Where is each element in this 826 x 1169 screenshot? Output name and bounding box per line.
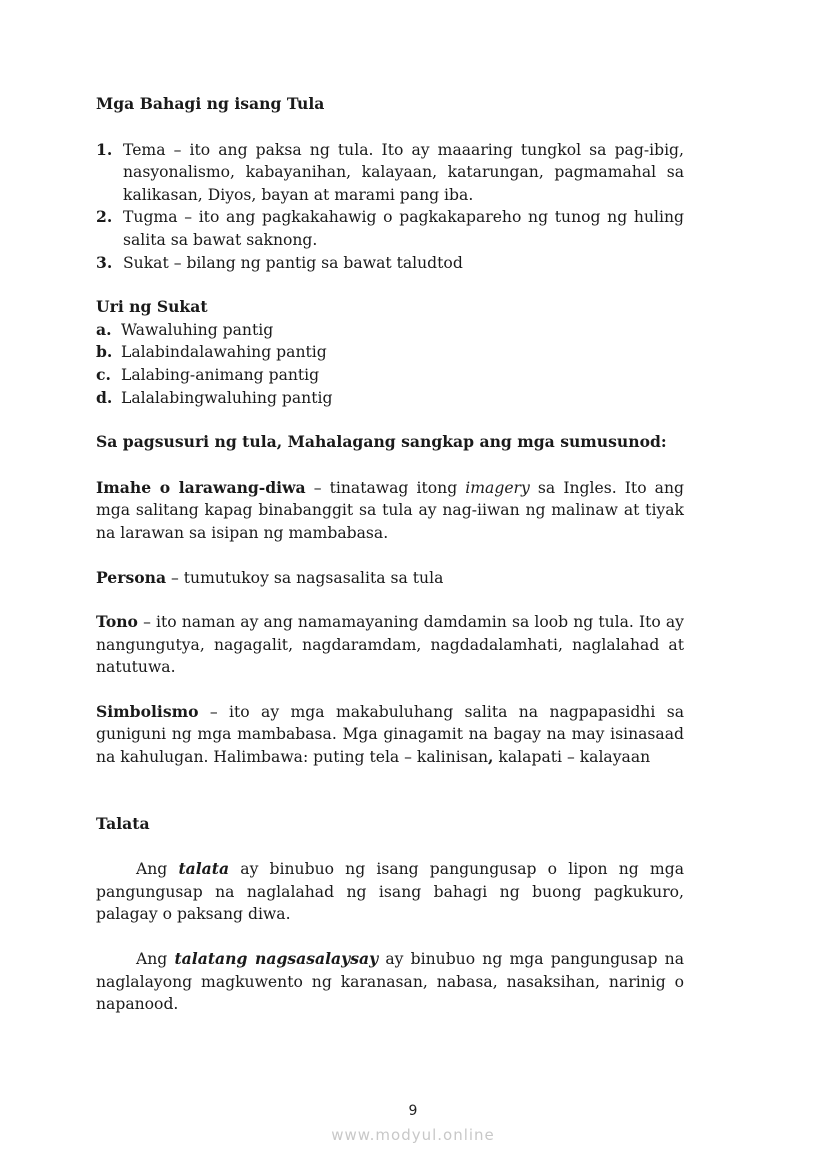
term-imagery: imagery <box>465 478 530 497</box>
paragraph-simbolismo <box>96 701 684 769</box>
text: – tumutukoy sa nagsasalita sa tula <box>166 568 444 587</box>
text: – tinatawag itong <box>305 478 466 497</box>
item-text: Sukat – bilang ng pantig sa bawat taludtod <box>123 253 463 272</box>
item-letter: b. <box>96 342 113 362</box>
text: Ang <box>136 950 175 969</box>
paragraph-persona <box>96 567 684 590</box>
list-item <box>96 139 684 207</box>
heading-talata: Talata <box>96 813 150 833</box>
item-letter: c. <box>96 364 111 384</box>
text: – ito naman ay ang namamayaning damdamin sa loob ng tula. Ito ay nangungutya, nagagalit, nagdaramdam, nagdadalamhati, naglalahad at natutuwa. <box>96 613 684 677</box>
paragraph-tono <box>96 611 684 679</box>
item-text: Wawaluhing pantig <box>121 320 274 339</box>
list-item <box>96 364 684 387</box>
term-tono: Tono <box>96 612 138 632</box>
paragraph-imahe <box>96 477 684 545</box>
term-persona: Persona <box>96 567 167 587</box>
page-number: 9 <box>408 1103 418 1119</box>
list-item <box>96 341 684 364</box>
heading-pagsusuri: Sa pagsusuri ng tula, Mahalagang sangkap ang mga sumusunod: <box>96 432 667 452</box>
list-item <box>96 206 684 251</box>
item-number: 3. <box>96 252 113 272</box>
text: kalapati – kalayaan <box>493 748 651 767</box>
term-talata: talata <box>178 859 230 879</box>
item-text: Lalabing-animang pantig <box>121 365 320 384</box>
item-number: 1. <box>96 139 113 159</box>
list-item <box>96 252 684 275</box>
text: ay binubuo ng mga pangungusap na naglalayong magkuwento ng karanasan, nabasa, nasaksihan, narinig o napanood. <box>96 950 684 1014</box>
text: – ito ay mga makabuluhang salita na nagpapasidhi sa guniguni ng mga mambabasa. Mga ginagamit na bagay na may isinasaad na kahulugan. Halimbawa: puting tela – kalinisan <box>96 702 684 767</box>
item-letter: a. <box>96 319 112 339</box>
list-item <box>96 319 684 342</box>
item-text: Tugma – ito ang pagkakahawig o pagkakapareho ng tunog ng huling salita sa bawat saknong. <box>123 208 684 249</box>
item-number: 2. <box>96 207 113 227</box>
heading-uri-ng-sukat: Uri ng Sukat <box>96 297 208 317</box>
watermark-url: www.modyul.online <box>331 1126 495 1144</box>
page-content <box>96 93 684 1016</box>
item-letter: d. <box>96 387 113 407</box>
term-talatang-nagsasalaysay: talatang nagsasalaysay <box>174 949 379 969</box>
paragraph-talatang-nagsasalaysay <box>96 948 684 1016</box>
term-imahe: Imahe o larawang-diwa <box>96 477 306 497</box>
sukat-list <box>96 319 684 409</box>
item-text: Lalabindalawahing pantig <box>121 343 327 362</box>
list-item <box>96 387 684 410</box>
paragraph-talata <box>96 858 684 926</box>
parts-list <box>96 139 684 275</box>
item-text: Lalalabingwaluhing pantig <box>121 388 333 407</box>
heading-bahagi-ng-tula: Mga Bahagi ng isang Tula <box>96 94 325 113</box>
item-text: Tema – ito ang paksa ng tula. Ito ay maaaring tungkol sa pag-ibig, nasyonalismo, kabayanihan, kalayaan, katarungan, pagmamahal sa kalikasan, Diyos, bayan at marami pang iba. <box>123 140 684 204</box>
term-simbolismo: Simbolismo <box>96 701 199 721</box>
text: ay binubuo ng isang pangungusap o lipon ng mga pangungusap na naglalahad ng isang bahagi ng buong pagkukuro, palagay o paksang diwa. <box>96 860 684 924</box>
text: Ang <box>136 860 179 879</box>
text: sa Ingles. Ito ang mga salitang kapag binabanggit sa tula ay nag-iiwan ng malinaw at tiyak na larawan sa isipan ng mambabasa. <box>96 478 685 542</box>
comma: , <box>488 747 494 767</box>
